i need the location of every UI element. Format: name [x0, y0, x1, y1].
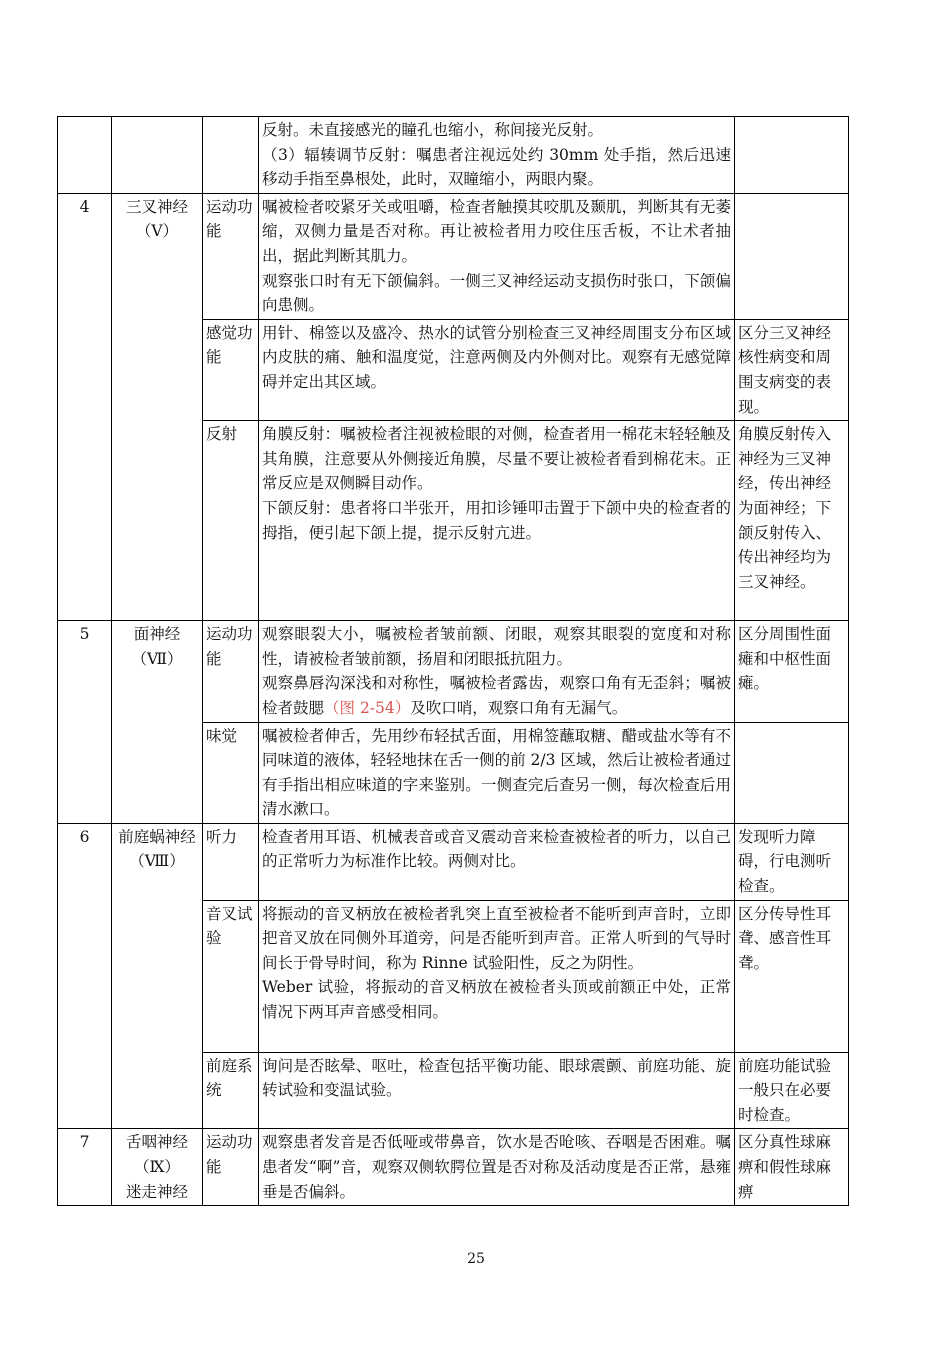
method-line: 嘱被检者伸舌，先用纱布轻拭舌面，用棉签蘸取糖、醋或盐水等有不同味道的液体，轻轻地抹在舌一侧的前 2/3 区域，然后让被检者通过有手指出相应味道的字来鉴别。一侧查完后查另一侧，每次检查后用清水漱口。	[262, 726, 731, 819]
method-line: 检查者用耳语、机械表音或音叉震动音来检查被检者的听力，以自己的正常听力为标准作比较。两侧对比。	[262, 827, 731, 871]
page-number: 25	[467, 1251, 485, 1267]
note-cell: 区分真性球麻痹和假性球麻痹	[735, 1129, 849, 1206]
figure-reference: （图 2-54）	[324, 698, 411, 717]
nerve-name: 面神经（Ⅶ）	[112, 621, 203, 824]
table-row	[58, 1129, 849, 1206]
table-row	[58, 621, 849, 722]
nerve-name-line: 迷走神经	[125, 1182, 188, 1201]
method-cell	[259, 621, 735, 722]
method-cell	[259, 900, 735, 1052]
note-cell: 区分周围性面瘫和中枢性面瘫。	[735, 621, 849, 722]
method-text: 观察鼻唇沟深浅和对称性，嘱被检者露齿，观察口角有无歪斜；嘱被检者鼓腮	[262, 674, 731, 717]
sub-item: 感觉功能	[203, 319, 259, 420]
note-cell: 区分传导性耳聋、感音性耳聋。	[735, 900, 849, 1052]
nerve-name: 三叉神经（Ⅴ）	[112, 193, 203, 620]
method-cell	[259, 421, 735, 621]
method-cell	[259, 1052, 735, 1129]
method-cell	[259, 1129, 735, 1206]
sub-item: 前庭系统	[203, 1052, 259, 1129]
sub-item: 运动功能	[203, 193, 259, 319]
method-cell	[259, 117, 735, 194]
method-line: Weber 试验，将振动的音叉柄放在被检者头顶或前额正中处，正常情况下两耳声音感受相同。	[262, 978, 731, 1022]
nerve-name	[112, 117, 203, 194]
method-line: 观察患者发音是否低哑或带鼻音，饮水是否呛咳、吞咽是否困难。嘱患者发“啊”音，观察双侧软腭位置是否对称及活动度是否正常，悬雍垂是否偏斜。	[262, 1133, 731, 1201]
sub-item: 味觉	[203, 722, 259, 823]
method-line: （3）辐辏调节反射：嘱患者注视远处约 30mm 处手指，然后迅速移动手指至鼻根处，此时，双瞳缩小，两眼内聚。	[262, 145, 731, 189]
method-line: 询问是否眩晕、呕吐，检查包括平衡功能、眼球震颤、前庭功能、旋转试验和变温试验。	[262, 1056, 731, 1100]
method-line: 观察张口时有无下颌偏斜。一侧三叉神经运动支损伤时张口，下颌偏向患侧。	[262, 271, 731, 315]
note-cell: 区分三叉神经核性病变和周围支病变的表现。	[735, 319, 849, 420]
sub-item: 听力	[203, 823, 259, 900]
method-line: 角膜反射：嘱被检者注视被检眼的对侧，检查者用一棉花末轻轻触及其角膜，注意要从外侧接近角膜，尽量不要让被检者看到棉花末。正常反应是双侧瞬目动作。	[262, 425, 731, 493]
method-line	[262, 671, 731, 720]
row-number	[58, 117, 112, 194]
nerve-name: 前庭蜗神经（Ⅷ）	[112, 823, 203, 1129]
row-number: 6	[58, 823, 112, 1129]
sub-item: 运动功能	[203, 621, 259, 722]
sub-item: 反射	[203, 421, 259, 621]
note-cell: 角膜反射传入神经为三叉神经，传出神经为面神经；下颌反射传入、传出神经均为三叉神经。	[735, 421, 849, 621]
exam-table	[57, 116, 849, 1206]
note-cell: 前庭功能试验一般只在必要时检查。	[735, 1052, 849, 1129]
table-row	[58, 193, 849, 319]
row-number: 7	[58, 1129, 112, 1206]
row-number: 4	[58, 193, 112, 620]
note-cell	[735, 117, 849, 194]
note-cell	[735, 193, 849, 319]
method-cell	[259, 722, 735, 823]
method-line: 反射。未直接感光的瞳孔也缩小，称间接光反射。	[262, 121, 604, 139]
method-line: 下颌反射：患者将口半张开，用扣诊锤叩击置于下颌中央的检查者的拇指，便引起下颌上提，提示反射亢进。	[262, 498, 731, 542]
table-row	[58, 117, 849, 194]
sub-item	[203, 117, 259, 194]
row-number: 5	[58, 621, 112, 824]
method-cell	[259, 319, 735, 420]
method-line: 用针、棉签以及盛冷、热水的试管分别检查三叉神经周围支分布区域内皮肤的痛、触和温度觉，注意两侧及内外侧对比。观察有无感觉障碍并定出其区域。	[262, 323, 731, 391]
method-text: 及吹口哨，观察口角有无漏气。	[410, 698, 628, 717]
method-line: 观察眼裂大小，嘱被检者皱前额、闭眼，观察其眼裂的宽度和对称性，请被检者皱前额，扬眉和闭眼抵抗阻力。	[262, 625, 731, 668]
method-line: 将振动的音叉柄放在被检者乳突上直至被检者不能听到声音时，立即把音叉放在同侧外耳道旁，问是否能听到声音。正常人听到的气导时间长于骨导时间，称为 Rinne 试验阳性，反之为阴性。	[262, 904, 731, 972]
note-cell	[735, 722, 849, 823]
note-cell: 发现听力障碍，行电测听检查。	[735, 823, 849, 900]
nerve-name	[112, 1129, 203, 1206]
method-cell	[259, 193, 735, 319]
method-cell	[259, 823, 735, 900]
method-line: 嘱被检者咬紧牙关或咀嚼，检查者触摸其咬肌及颞肌，判断其有无萎缩，双侧力量是否对称。再让被检者用力咬住压舌板，不让术者抽出，据此判断其肌力。	[262, 197, 731, 265]
sub-item: 运动功能	[203, 1129, 259, 1206]
nerve-name-line: （Ⅸ）	[134, 1158, 180, 1177]
sub-item: 音叉试验	[203, 900, 259, 1052]
nerve-name-line: 舌咽神经	[125, 1133, 188, 1152]
table-row	[58, 823, 849, 900]
